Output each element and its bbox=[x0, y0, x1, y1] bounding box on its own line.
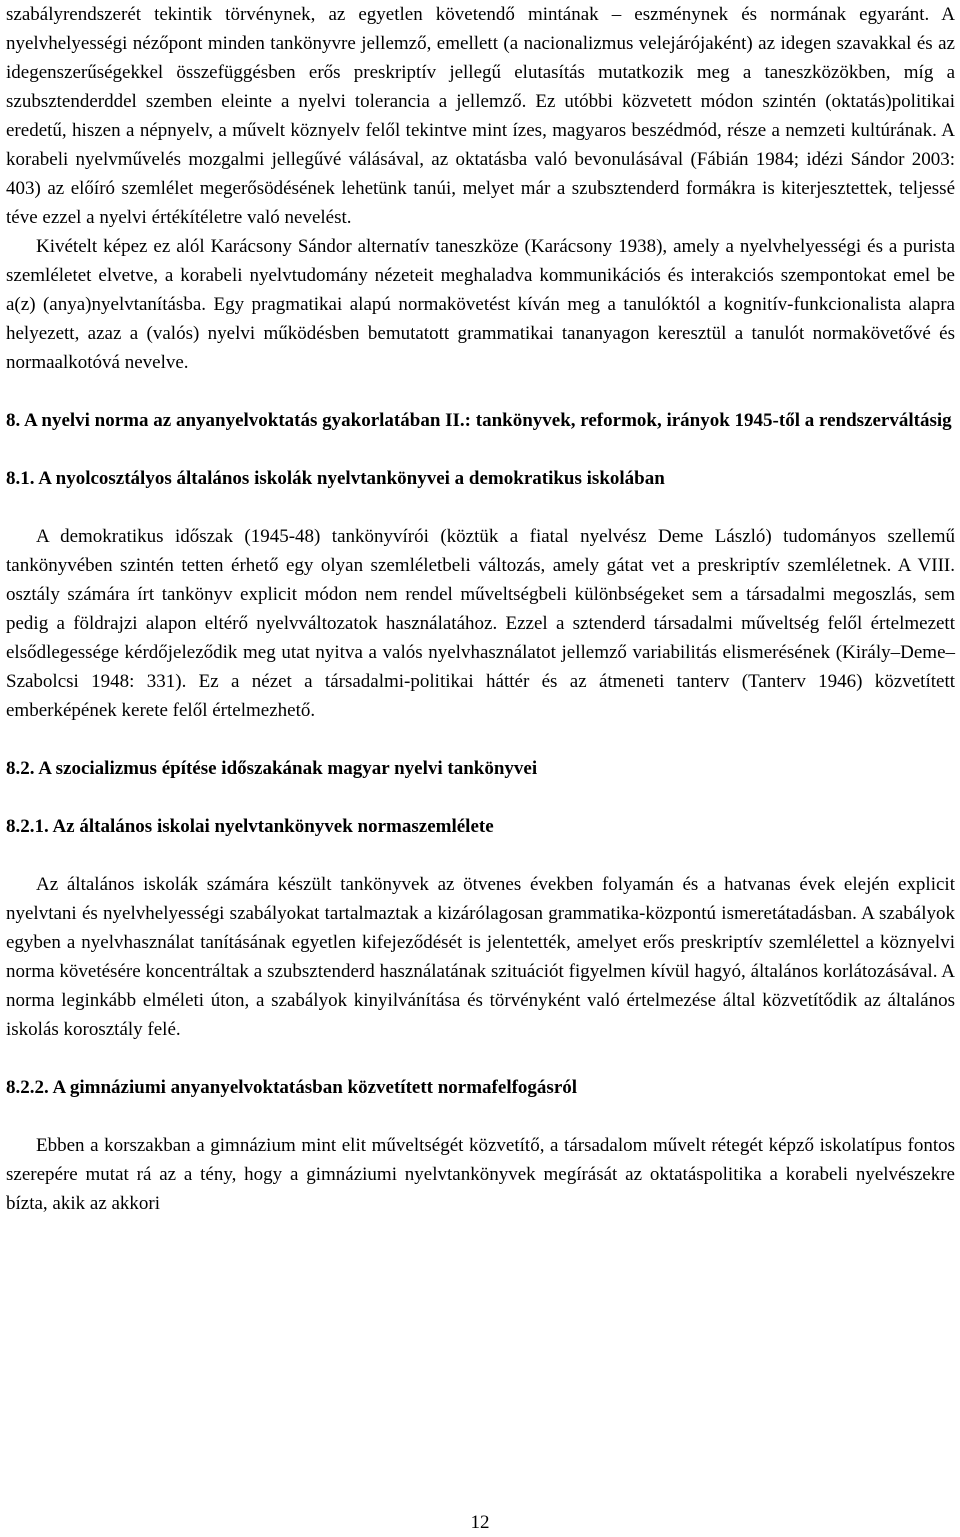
spacer bbox=[6, 1044, 955, 1073]
spacer bbox=[6, 377, 955, 406]
subsection-heading: 8.1. A nyolcosztályos általános iskolák nyelvtankönyvei a demokratikus iskolában bbox=[6, 468, 665, 489]
spacer bbox=[6, 435, 955, 464]
spacer bbox=[6, 493, 955, 522]
subsection-heading: 8.2. A szocializmus építése időszakának magyar nyelvi tankönyvei bbox=[6, 758, 538, 779]
spacer bbox=[6, 1102, 955, 1131]
subsubsection-heading: 8.2.1. Az általános iskolai nyelvtankönyvek normaszemlélete bbox=[6, 816, 494, 837]
subsubsection-heading: 8.2.2. A gimnáziumi anyanyelvoktatásban közvetített normafelfogásról bbox=[6, 1077, 578, 1098]
body-paragraph: szabályrendszerét tekintik törvénynek, az egyetlen követendő mintának – eszménynek és normának egyaránt. A nyelvhelyességi nézőpont minden tankönyvre jellemző, emellett (a nacionalizmus velejárójaként) az idegen szavakkal és az idegenszerűségekkel összefüggésben erős preskriptív jellegű elutasítás mutatkozik meg a taneszközökben, míg a szubsztenderddel szemben eleinte a nyelvi tolerancia a jellemző. Ez utóbbi közvetett módon szintén (oktatás)politikai eredetű, hiszen a népnyelv, a művelt köznyelv felől tekintve mint ízes, magyaros beszédmód, része a nemzeti kultúrának. A korabeli nyelvművelés mozgalmi jellegűvé válásával, az oktatásba való bevonulásával (Fábián 1984; idézi Sándor 2003: 403) az előíró szemlélet megerősödésének lehetünk tanúi, melyet már a szubsztenderd formákra is kiterjesztettek, teljessé téve ezzel a nyelvi értékítéletre való nevelést. bbox=[6, 4, 955, 228]
section-heading: 8. A nyelvi norma az anyanyelvoktatás gyakorlatában II.: tankönyvek, reformok, irányok 1945-től a rendszerváltásig bbox=[6, 410, 952, 431]
body-paragraph: Az általános iskolák számára készült tankönyvek az ötvenes években folyamán és a hatvanas évek elején explicit nyelvtani és nyelvhelyességi szabályokat tartalmaztak a kizárólagosan grammatika-központú ismeretátadásban. A szabályok egyben a nyelvhasználat tanításának egyetlen kifejeződését is jelentették, amelyet erős preskriptív szemlélettel a köznyelvi norma követésére koncentráltak a szubsztenderd használatának szituációt figyelmen kívül hagyó, általános korlátozásával. A norma leginkább elméleti úton, a szabályok kinyilvánítása és törvényként való értelmezése által közvetítődik az általános iskolás korosztály felé. bbox=[6, 874, 955, 1040]
spacer bbox=[6, 841, 955, 870]
body-paragraph: Ebben a korszakban a gimnázium mint elit műveltségét közvetítő, a társadalom művelt rétegét képző iskolatípus fontos szerepére mutat rá az a tény, hogy a gimnáziumi nyelvtankönyvek megírását az oktatáspolitika a korabeli nyelvészekre bízta, akik az akkori bbox=[6, 1135, 955, 1214]
spacer bbox=[6, 725, 955, 754]
body-paragraph: A demokratikus időszak (1945-48) tankönyvírói (köztük a fiatal nyelvész Deme László) tudományos szellemű tankönyvében szintén tetten érhető egy olyan szemléletbeli változás, amely gátat vet a preskriptív szemléletnek. A VIII. osztály számára írt tankönyv explicit módon nem rendel műveltségbeli különbségeket sem a társadalmi megoszlás, sem pedig a földrajzi alapon eltérő nyelvváltozatok használatához. Ezzel a sztenderd társadalmi műveltség felől értelmezett elsődlegessége kérdőjeleződik meg utat nyitva a valós nyelvhasználatot jellemző variabilitás elismerésének (Király–Deme–Szabolcsi 1948: 331). Ez a nézet a társadalmi-politikai háttér és az átmeneti tanterv (Tanterv 1946) közvetített emberképének kerete felől értelmezhető. bbox=[6, 526, 955, 721]
page-number: 12 bbox=[470, 1512, 490, 1533]
body-paragraph: Kivételt képez ez alól Karácsony Sándor alternatív taneszköze (Karácsony 1938), amely a nyelvhelyességi és a purista szemléletet elvetve, a korabeli nyelvtudomány nézeteit meghaladva kommunikációs és interakciós szempontokat emel be a(z) (anya)nyelvtanításba. Egy pragmatikai alapú normakövetést kíván meg a tanulóktól a kognitív-funkcionalista alapra helyezett, azaz a (valós) nyelvi működésben bemutatott grammatikai tananyagon keresztül a tanulót normakövetővé és normaalkotóvá nevelve. bbox=[6, 236, 955, 373]
spacer bbox=[6, 783, 955, 812]
document-page bbox=[6, 0, 955, 1218]
